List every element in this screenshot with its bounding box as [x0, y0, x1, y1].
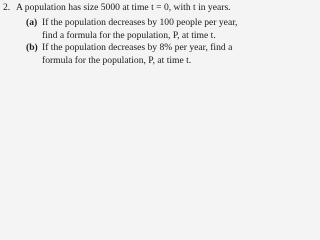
part-b-label: (b) [26, 42, 38, 53]
part-b-line-1: If the population decreases by 8% per year, find a [42, 42, 233, 53]
part-a-line-1: If the population decreases by 100 people per year, [42, 17, 238, 28]
problem-stem: A population has size 5000 at time t = 0, with t in years. [16, 2, 231, 13]
problem-number: 2. [3, 2, 11, 13]
part-b-line-2: formula for the population, P, at time t. [42, 55, 192, 66]
part-a-line-2: find a formula for the population, P, at time t. [42, 30, 216, 41]
problem-page [0, 0, 306, 79]
part-a-label: (a) [26, 17, 38, 28]
